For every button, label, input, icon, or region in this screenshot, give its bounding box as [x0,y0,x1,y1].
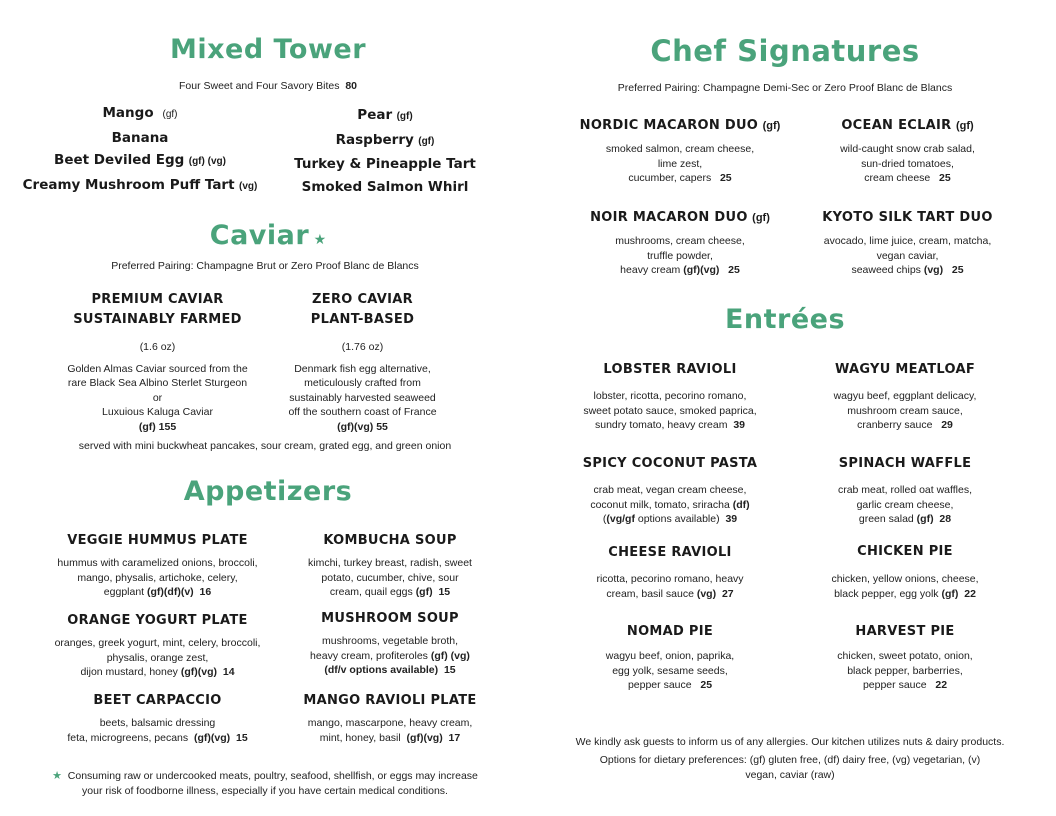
chef-item-name: KYOTO SILK TART DUO [822,210,993,225]
bite-name: Beet Deviled Egg [54,152,185,168]
chef-item-desc: avocado, lime juice, cream, matcha, [823,235,992,247]
caviar-served-with: served with mini buckwheat pancakes, sour cream, grated egg, and green onion [78,440,452,452]
chef-pairing: Preferred Pairing: Champagne Demi-Sec or Zero Proof Blanc de Blancs [617,82,953,94]
chef-item-desc: sun-dried tomatoes, [861,157,954,170]
diet-tag: (gf) [415,586,433,598]
disclaimer-text: Consuming raw or undercooked meats, poultry, seafood, shellfish, or eggs may increase [67,770,478,782]
chef-item [565,116,795,186]
appetizer-desc: potato, cucumber, chive, sour [321,571,459,584]
chef-item-desc: wild-caught snow crab salad, [840,143,975,155]
entree-price: 27 [721,587,734,600]
bite-name: Pear [357,107,393,123]
bite-name: Turkey & Pineapple Tart [294,156,476,172]
caviar-title: Caviar [209,220,310,251]
dietary-options-line: vegan, caviar (raw) [745,768,835,781]
appetizer-desc: mushrooms, vegetable broth, [322,635,458,647]
zero-caviar-desc: off the southern coast of France [288,406,437,418]
mixed-tower-price: 80 [345,80,358,92]
entree-desc: sweet potato sauce, smoked paprica, [583,404,757,417]
entree-desc-line [560,678,780,693]
premium-caviar [40,290,275,434]
appetizer-desc: mint, honey, basil [319,731,401,744]
entree-desc: pepper sauce [862,679,927,691]
premium-caviar-desc: Golden Almas Caviar sourced from the [67,362,248,375]
entree-desc-line [795,678,1015,693]
mixed-tower-col2 [275,104,495,198]
entree-desc-line [560,512,780,527]
premium-caviar-price: (gf) 155 [138,420,177,433]
mixed-tower-col1 [10,102,270,198]
appetizer-desc: dijon mustard, honey [80,666,178,678]
premium-caviar-desc: Luxuious Kaluga Caviar [102,406,213,418]
appetizer-item [30,613,285,680]
bite-tag: (gf) [418,135,435,147]
appetizer-desc: hummus with caramelized onions, broccoli, [57,557,258,569]
diet-tag: (gf)(vg) [180,666,218,678]
appetizer-desc: kimchi, turkey breast, radish, sweet [308,557,472,569]
appetizer-desc: heavy cream, profiteroles [310,649,428,662]
diet-tag: (gf) [955,120,974,132]
appetizer-desc-line [280,663,500,678]
chef-item-desc: smoked salmon, cream cheese, [605,143,755,155]
entree-desc: chicken, yellow onions, cheese, [831,573,979,585]
chef-item-heading [800,208,1015,226]
entree-name: WAGYU MEATLOAF [834,362,976,377]
diet-tag: (gf)(vg) [683,264,720,276]
bite-name: Banana [111,129,169,146]
bite-item [10,127,270,150]
bite-tag: (gf) (vg) [188,156,226,167]
mixed-tower-title: Mixed Tower [169,34,367,65]
entree-desc-line [560,498,780,513]
diet-tag: (gf) (vg) [430,649,470,662]
allergy-notice: We kindly ask guests to inform us of any allergies. Our kitchen utilizes nuts & dairy products. [575,736,1005,748]
entree-desc: garlic cream cheese, [856,498,954,511]
entree-name: CHEESE RAVIOLI [608,545,732,560]
entree-desc: mushroom cream sauce, [847,404,963,417]
appetizer-desc: oranges, greek yogurt, mint, celery, broccoli, [54,637,261,649]
appetizer-item [280,693,500,745]
caviar-pairing: Preferred Pairing: Champagne Brut or Zero Proof Blanc de Blancs [111,260,419,272]
zero-caviar-desc: Denmark fish egg alternative, [294,362,431,375]
premium-caviar-size: (1.6 oz) [139,341,176,353]
entree-price: 39 [733,419,745,431]
caviar-heading [118,220,418,251]
entree-desc: cranberry sauce [857,419,933,431]
chef-item-desc: lime zest, [657,157,703,170]
entree-desc: crab meat, vegan cream cheese, [593,484,747,496]
appetizer-price: 15 [438,586,451,598]
entree-item [795,544,1015,601]
dietary-options-line: Options for dietary preferences: (gf) gluten free, (df) dairy free, (vg) vegetarian, (v) [599,754,981,766]
entree-price: 22 [935,679,948,691]
star-icon: ★ [313,231,327,247]
bite-name: Creamy Mushroom Puff Tart [22,176,235,193]
appetizer-name: BEET CARPACCIO [93,693,222,708]
appetizers-title: Appetizers [183,476,353,507]
chef-item [800,116,1015,186]
star-icon: ★ [52,770,62,782]
appetizer-name: KOMBUCHA SOUP [323,533,457,548]
entree-price: 29 [941,419,953,431]
appetizer-desc-line [280,649,500,664]
bite-item [10,174,270,199]
appetizer-desc-line [280,731,500,746]
chef-item-desc: heavy cream [620,264,681,276]
diet-tag: (gf) [916,513,934,525]
appetizer-desc: beets, balsamic dressing [99,717,216,729]
chef-item-desc: cream cheese [864,172,931,184]
zero-caviar-desc: sustainably harvested seaweed [289,391,436,404]
appetizer-name: MUSHROOM SOUP [321,611,459,626]
foodborne-disclaimer [40,769,490,798]
entree-desc: crab meat, rolled oat waffles, [837,484,973,496]
chef-signatures-title: Chef Signatures [650,34,920,68]
appetizer-desc: feta, microgreens, pecans [67,731,189,744]
entrees-title: Entrées [724,304,846,335]
appetizer-item [30,533,285,600]
entree-desc: sundry tomato, heavy cream [594,419,728,431]
entree-desc: green salad [858,513,914,525]
chef-item-price: 25 [719,172,732,184]
zero-caviar [250,290,475,434]
entree-desc: coconut milk, tomato, sriracha [590,498,730,511]
zero-caviar-price: (gf)(vg) 55 [337,420,388,433]
chef-item-name: NORDIC MACARON DUO [579,118,759,133]
entree-name: SPINACH WAFFLE [838,456,972,471]
entree-price: 22 [964,587,976,600]
mixed-tower-subtitle [118,79,418,94]
chef-item-name: OCEAN ECLAIR [841,118,952,133]
disclaimer-line [40,769,490,784]
chef-item-price: 25 [951,264,964,276]
entree-name: CHICKEN PIE [857,544,953,559]
appetizer-desc-line [30,585,285,600]
appetizer-name: VEGGIE HUMMUS PLATE [67,533,248,548]
zero-caviar-size: (1.76 oz) [341,341,384,353]
appetizer-name: MANGO RAVIOLI PLATE [303,693,477,708]
chef-item-desc: mushrooms, cream cheese, [615,235,745,247]
bite-name: Smoked Salmon Whirl [301,178,469,195]
appetizer-desc-line [280,585,500,600]
diet-tag: (gf)(vg) [406,731,443,744]
entree-price: 39 [725,513,738,525]
entree-name: NOMAD PIE [626,624,714,639]
chef-item-price: 25 [728,264,740,276]
entree-desc: ricotta, pecorino romano, heavy [596,573,744,585]
bite-item [275,153,495,176]
diet-tag: (df/v options available) [324,664,439,676]
entree-desc: options available) [637,513,720,525]
entree-item [795,624,1015,693]
entree-item [560,545,780,601]
appetizer-item [30,693,285,745]
entree-item [795,456,1015,527]
appetizer-name: ORANGE YOGURT PLATE [67,613,248,628]
appetizer-desc: mango, mascarpone, heavy cream, [307,717,473,729]
dietary-options [575,753,1005,782]
bite-item [10,102,270,127]
appetizer-desc: eggplant [103,586,145,598]
chef-item-name: NOIR MACARON DUO [590,210,748,225]
chef-item-desc: truffle powder, [647,249,713,262]
premium-caviar-desc: or [152,391,163,404]
entree-item [795,362,1015,433]
chef-item-desc-line [800,171,1015,186]
appetizer-price: 15 [235,731,248,744]
bite-tag: (vg) [239,180,258,192]
diet-tag: (gf)(df)(v) [147,586,194,598]
appetizer-item [280,533,500,600]
bite-tag: (gf) [162,109,178,120]
chef-item-price: 25 [939,172,951,184]
diet-tag: (vg/gf [606,513,635,525]
zero-caviar-name: ZERO CAVIAR [312,292,413,307]
bite-item [10,149,270,174]
entree-desc: lobster, ricotta, pecorino romano, [593,390,747,402]
entree-desc: wagyu beef, eggplant delicacy, [833,390,977,402]
chef-item-desc-line [565,171,795,186]
chef-item-desc: seaweed chips [851,264,921,276]
appetizer-desc-line [30,665,285,680]
chef-item-heading [565,116,795,134]
diet-tag: (gf) [762,120,781,132]
entree-desc: cream, basil sauce [606,587,694,600]
entree-desc-line [560,587,780,602]
entree-desc: egg yolk, sesame seeds, [612,664,728,677]
entree-desc-paren: ( [602,513,607,525]
entree-desc-line [560,418,780,433]
bite-name: Raspberry [335,131,414,148]
entree-desc: pepper sauce [627,679,692,691]
entree-desc-line [795,587,1015,602]
entree-desc: black pepper, barberries, [847,664,963,677]
entree-desc: chicken, sweet potato, onion, [837,650,973,662]
diet-tag: (vg) [923,264,944,276]
entree-price: 25 [700,679,713,691]
appetizer-desc-line [30,731,285,746]
bite-tag: (gf) [396,111,413,122]
appetizer-price: 15 [443,664,456,676]
chef-item [565,208,795,278]
chef-item-desc-line [565,263,795,278]
entree-name: SPICY COCONUT PASTA [582,456,758,471]
entree-name: LOBSTER RAVIOLI [603,362,737,377]
chef-item-desc-line [800,263,1015,278]
diet-tag: (df) [732,498,750,511]
diet-tag: (vg) [696,587,717,600]
diet-tag: (gf) [941,587,959,600]
mixed-tower-subtitle-text: Four Sweet and Four Savory Bites [178,80,340,92]
diet-tag: (gf) [752,212,770,224]
entree-desc-line [795,418,1015,433]
entree-desc-line [795,512,1015,527]
premium-caviar-name: PREMIUM CAVIAR [91,292,224,307]
chef-item [800,208,1015,278]
chef-item-desc: cucumber, capers [628,172,712,184]
entree-desc: black pepper, egg yolk [834,587,939,600]
disclaimer-line: your risk of foodborne illness, especially if you have certain medical conditions. [82,784,448,797]
entree-name: HARVEST PIE [855,624,955,639]
bite-item [275,104,495,129]
chef-item-heading [800,116,1015,134]
appetizer-price: 14 [222,666,235,678]
entree-item [560,624,780,693]
chef-item-desc: vegan caviar, [876,249,939,262]
diet-tag: (gf)(vg) [193,731,231,744]
zero-caviar-desc: meticulously crafted from [304,377,421,389]
bite-item [275,176,495,199]
entree-item [560,456,780,527]
appetizer-desc: physalis, orange zest, [106,651,209,664]
appetizer-price: 16 [199,586,212,598]
premium-caviar-desc: rare Black Sea Albino Sterlet Sturgeon [67,377,248,389]
bite-name: Mango [102,105,154,121]
premium-caviar-subname: SUSTAINABLY FARMED [73,312,242,327]
appetizer-desc: mango, physalis, artichoke, celery, [77,571,238,584]
entree-item [560,362,780,433]
bite-item [275,129,495,154]
chef-item-heading [565,208,795,226]
entree-desc: wagyu beef, onion, paprika, [605,650,735,662]
zero-caviar-subname: PLANT-BASED [310,312,415,327]
appetizer-desc: cream, quail eggs [329,586,413,598]
entree-price: 28 [939,513,952,525]
appetizer-price: 17 [448,731,461,744]
appetizer-item [280,611,500,678]
